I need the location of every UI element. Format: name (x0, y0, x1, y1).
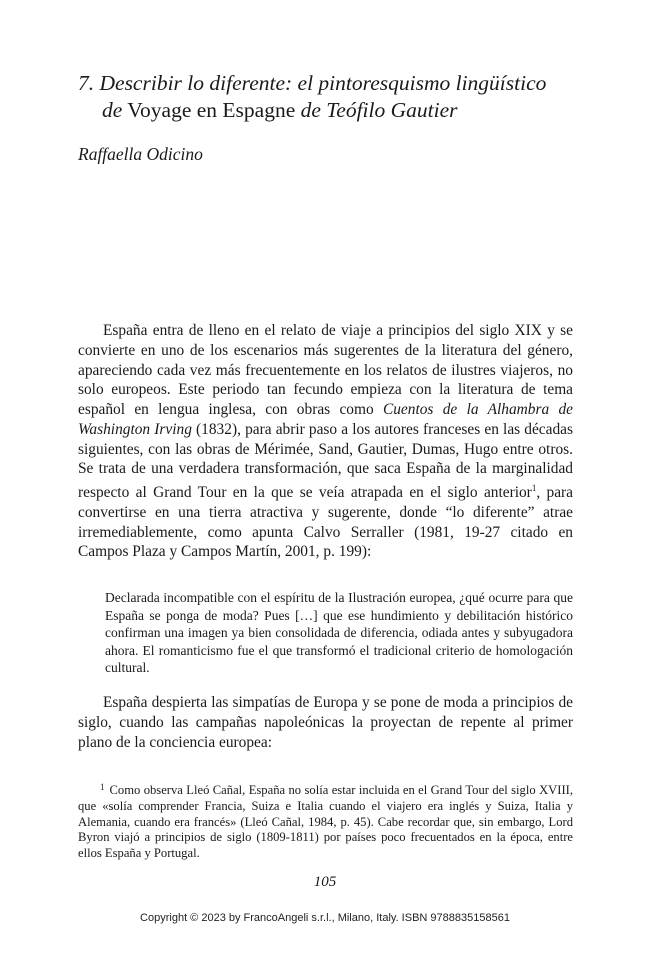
block-quote: Declarada incompatible con el espíritu de la Ilustración europea, ¿qué ocurre para que España se ponga de moda? Pues […] que ese hundimiento y debilitación histórico confirman una imagen ya bien consolidada de diferencia, odiada antes y subyugadora ahora. El romanticismo fue el que transformó el tradicional criterio de homologación cultural. (105, 590, 573, 676)
body-paragraph-2: España despierta las simpatías de Europa y se pone de moda a principios de siglo, cuando las campañas napoleónicas la proyectan de repente al primer plano de la conciencia europea: (78, 694, 573, 751)
footnote (78, 780, 573, 862)
chapter-title-author-ref: de Teófilo Gautier (300, 98, 458, 122)
footnote-reference[interactable]: 1 (531, 483, 537, 493)
author-name: Raffaella Odicino (78, 144, 203, 164)
paragraph-1-text-a: España entra de lleno en el relato de viaje a principios del siglo XIX y se convierte en uno de los escenarios más sugerentes de la literatura del género, apareciendo cada vez más frecuentemente en los relatos de ilustres viajeros, no solo europeos. Este periodo tan fecundo empieza con la literatura de tema español en lengua inglesa, con obras como (78, 322, 573, 418)
paragraph-1-text-b: (1832), para abrir paso a los autores franceses en las décadas siguientes, con las obras de Mérimée, Sand, Gautier, Dumas, Hugo entre otros. Se trata de una verdadera transformación, que saca España de la marginalidad respecto al Grand Tour en la que se veía atrapada en el siglo anterior (78, 420, 573, 501)
chapter-title (78, 70, 598, 124)
page-number: 105 (313, 874, 337, 890)
chapter-title-line1: 7. Describir lo diferente: el pintoresquismo lingüístico (78, 71, 547, 95)
chapter-title-work: Voyage en Espagne (122, 98, 301, 122)
copyright-notice: Copyright © 2023 by FrancoAngeli s.r.l., Milano, Italy. ISBN 9788835158561 (140, 912, 510, 924)
footnote-mark: 1 (100, 782, 105, 792)
paragraph-1-text-c: , para convertirse en una tierra atractiva y sugerente, donde “lo diferente” atrae irremediablemente, como apunta Calvo Serraller (1981, 19-27 citado en Campos Plaza y Campos Martín, 2001, p. 199): (78, 484, 573, 561)
paragraph-1-title-ref: Cuentos de la Alhambra de Washington Irving (78, 401, 573, 438)
chapter-title-de: de (102, 98, 123, 122)
body-paragraph-1 (78, 321, 573, 562)
footnote-text: Como observa Lleó Cañal, España no solía estar incluida en el Grand Tour del siglo XVIII, que «solía comprender Francia, Suiza e Italia cuando el viajero era inglés y Suiza, Italia y Alemania, cuando era francés» (Lleó Cañal, 1984, p. 45). Cabe recordar que, sin embargo, Lord Byron viajó a principios de siglo (1809-1811) por países poco frecuentados en la época, entre ellos España y Portugal. (78, 783, 573, 861)
chapter-title-line2 (78, 97, 598, 124)
